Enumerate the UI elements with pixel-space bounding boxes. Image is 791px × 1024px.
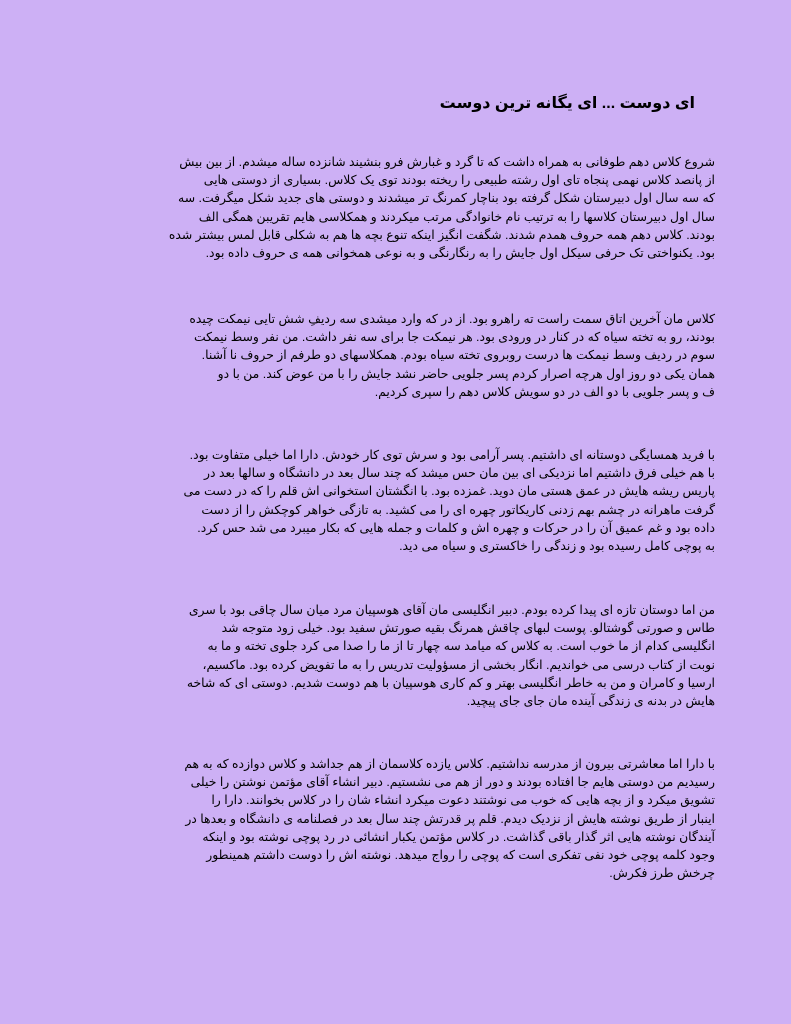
paragraph-line: ارسیا و کامران و من به خاطر انگلیسی بهتر و کم کاری هوسپیان با هم دوست شدیم. دوستی ای که شاخه [186, 675, 715, 690]
paragraph-line: اینبار از طریق نوشته هایش از نزدیک دیدم. قلم پر قدرتش چند سال بعد در فصلنامه ی دانشگاه و بعدها در [185, 811, 715, 826]
paragraph-line: گرفت ماهرانه در چشم بهم زدنی کاریکاتور چهره ای را می کشید. به تازگی خواهر کوچکش را از دست [201, 502, 715, 517]
paragraph-2 [97, 310, 715, 401]
paragraph-line: هایش در بدنه ی زندگی آینده مان جای جای پیچید. [466, 694, 715, 709]
paragraph-line: پاریس ریشه هایش در عمق هستی مان دوید. غمزده بود. با انگشتان استخوانی اش قلم را که در دست می [183, 484, 715, 499]
paragraph-line: داده بود و غم عمیق آن را در حرکات و چهره اش و کلمات و جمله هایی که بکار میبرد می شد حس کرد. [197, 520, 715, 535]
paragraph-line: من اما دوستان تازه ای پیدا کرده بودم. دبیر انگلیسی مان آقای هوسپیان مرد میان سال چاقی بود با سری [188, 603, 715, 617]
paragraph-line: سال اول دبیرستان کلاسها را به ترتیب نام خانوادگی مرتب میکردند و همکلاسی هایم تقریبن همگی الف [198, 209, 715, 224]
paragraph-5 [97, 755, 715, 882]
paragraph-line: رسیدیم من دوستی هایم جا افتاده بودند و دور از هم می نشستیم. دبیر انشاء آقای مؤتمن نوشتن را خیلی [190, 775, 715, 790]
paragraph-line: با دارا اما معاشرتی بیرون از مدرسه نداشتیم. کلاس یازده کلاسمان از هم جداشد و کلاس دوازده که به هم [184, 757, 715, 771]
paragraph-line: بودند، رو به تخته سیاه که در کنار در ورودی بود. هر نیمکت جا برای سه نفر داشت. من نفر وسط نیمکت [193, 330, 715, 345]
paragraph-line: تشویق میکرد و از بچه هایی که خوب می نوشتند دعوت میکرد انشاء شان را در کلاس بخوانند. دارا را [211, 793, 715, 808]
paragraph-line: شروع کلاس دهم طوفانی به همراه داشت که تا گرد و غبارش فرو بنشیند شانزده ساله میشدم. از بین بیش [179, 155, 715, 169]
paragraph-line: با هم خیلی فرق داشتیم اما نزدیکی ای بین مان حس میشد که چند سال بعد در دانشگاه و سالها بعد در [204, 466, 715, 481]
paragraph-1 [97, 153, 715, 262]
paragraph-3 [97, 446, 715, 555]
paragraph-line: که سه سال اول دبیرستان شکل گرفته بود بناچار کمرنگ تر میشدند و دوستی های جدید شکل میگرفت. سه [178, 191, 715, 206]
paragraph-line: چرخش طرز فکرش. [609, 866, 715, 881]
paragraph-line: کلاس مان آخرین اتاق سمت راست ته راهرو بود. از در که وارد میشدی سه ردیفِ شش تایی نیمکت چیده [189, 312, 715, 326]
document-title: ای دوست ... ای یگانه ترین دوست [439, 95, 695, 112]
paragraph-line: آیندگان نوشته هایی اثر گذار باقی گذاشت. در کلاس مؤتمن یکبار انشائی در رد پوچی نوشته بود و اینکه [202, 829, 715, 844]
paragraph-line: طاس و صورتی گوشتالو. پوست لبهای چاقش همرنگ بقیه صورتش سفید بود. خیلی زود متوجه شد [221, 621, 715, 636]
paragraph-line: به پوچی کامل رسیده بود و زندگی را خاکستری و سیاه می دید. [399, 539, 715, 554]
paragraph-line: بودند. کلاس دهم همه حروف همدم شدند. شگفت انگیز اینکه تنوع بچه ها هم به شکلی قابل لمس بیشتر شده [168, 227, 715, 242]
paragraph-line: بود. یکنواختی تک حرفی سیکل اول جایش را به رنگارنگی و به نوعی همخوانی همه ی حروف داده بود. [205, 246, 715, 261]
paragraph-line: با فرید همسایگی دوستانه ای داشتیم. پسر آرامی بود و سرش توی کار خودش. دارا اما خیلی متفاوت بود. [189, 448, 715, 462]
paragraph-line: ف و پسر جلویی با دو الف در دو سویش کلاس دهم را سپری کردیم. [374, 384, 715, 399]
paragraph-line: وجود کلمه پوچی خود نفی تفکری است که پوچی را رواج میدهد. نوشته اش را دوست داشتم همینطور [206, 848, 715, 863]
paragraph-line: سوم در ردیف وسط نیمکت ها درست روبروی تخته سیاه بودم. همکلاسهای دو طرفم از حروف نا آشنا. [201, 348, 715, 363]
paragraph-line: انگلیسی کدام از ما خوب است. به کلاس که میامد سه چهار تا از ما را صدا می کرد جلوی تخته و ما به [207, 639, 715, 654]
paragraph-4 [97, 601, 715, 710]
paragraph-line: نوبت از کتاب درسی می خواندیم. انگار بخشی از مسؤولیت تدریس را به ما تفویض کرده بود. ماکسیم، [202, 657, 715, 672]
paragraph-line: از پانصد کلاس نهمی پنجاه تای اول رشته طبیعی را ریخته بودند توی یک کلاس. بسیاری از دوستی هایی [203, 173, 715, 188]
paragraph-line: همان یکی دو روز اول هرچه اصرار کردم پسر جلویی حاضر نشد جایش را با من عوض کند. من با دو [217, 366, 715, 381]
